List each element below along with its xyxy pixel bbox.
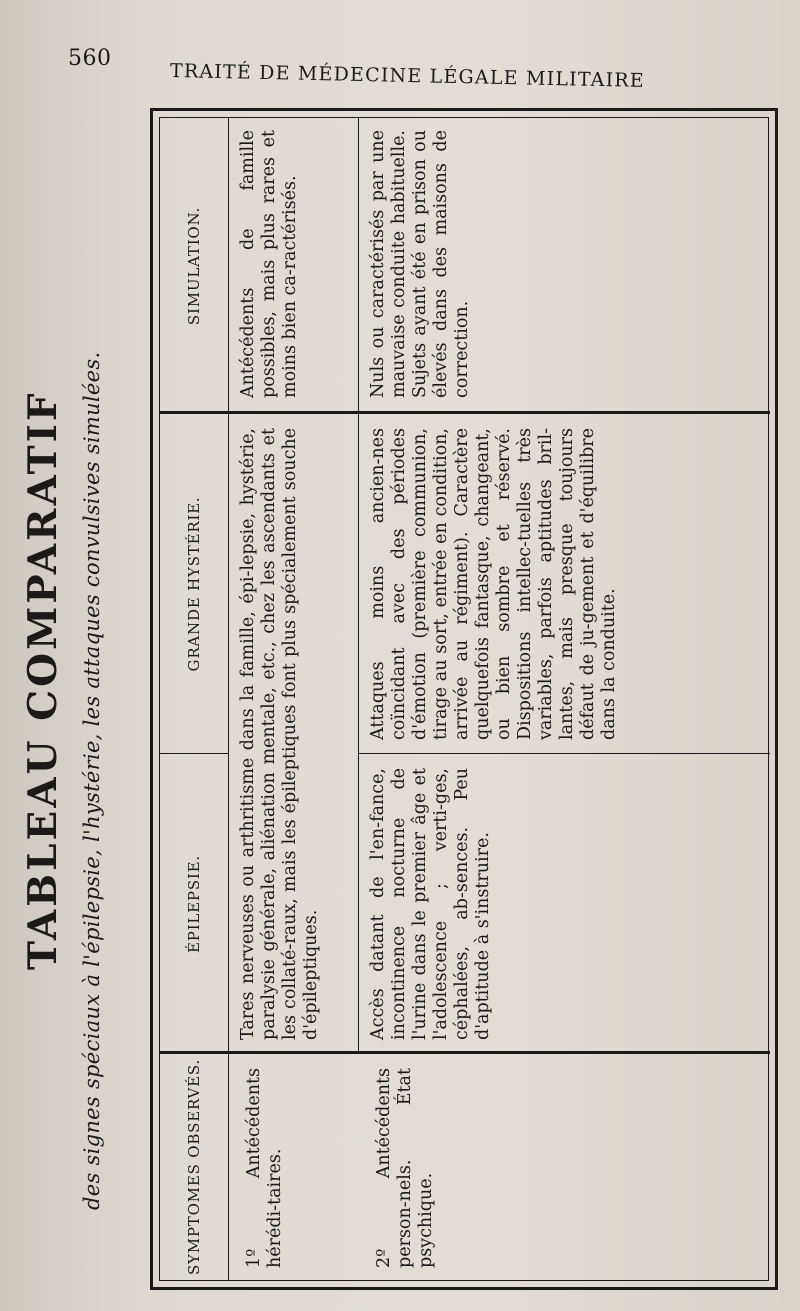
- row2-simulation: Nuls ou caractérisés par une mauvaise conduite habituelle. Sujets ayant été en prison ou élevés dans des maisons de correction.: [368, 130, 472, 398]
- rotated-table-block: [20, 100, 780, 1290]
- column-rule-2-body: [358, 753, 770, 754]
- column-rule-1: [160, 1051, 770, 1054]
- row1-symptom: 1º Antécédents hérédi-taires.: [244, 1068, 285, 1268]
- column-rule-2-head: [160, 753, 228, 754]
- column-rule-3: [160, 411, 770, 414]
- comparison-table: [150, 108, 778, 1290]
- row2-symptom: 2º Antécédents person-nels. État psychique.: [374, 1068, 436, 1268]
- row2-hysterie: Attaques moins ancien-nes coïncidant avec des périodes d'émotion (première communion, tirage au sort, entrée en condition, arrivée au régiment). Caractère quelquefois fantasque, changeant, ou bien sombre et réservé. Dispositions intellec-tuelles très variables, parfois aptitudes bril-lantes, mais presque toujours défaut de ju-gement et d'équilibre dans la conduite.: [368, 428, 619, 740]
- column-header-hysterie: GRANDE HYSTÉRIE.: [185, 496, 203, 672]
- column-header-symptoms: SYMPTOMES OBSERVÉS.: [185, 1058, 203, 1276]
- row1-epilepsie-hysterie: Tares nerveuses ou arthritisme dans la famille, épi-lepsie, hystérie, paralysie générale, aliénation mentale, etc., chez les ascendants et les collaté-raux, mais les épileptiques font plus spécialement souche d'épileptiques.: [238, 428, 321, 1040]
- comparison-table-inner: [159, 117, 769, 1281]
- column-header-simulation: SIMULATION.: [185, 206, 203, 326]
- column-header-epilepsie: ÉPILEPSIE.: [185, 855, 203, 953]
- header-rule: [228, 118, 229, 1280]
- table-subtitle: des signes spéciaux à l'épilepsie, l'hystérie, les attaques convulsives simulées.: [80, 351, 104, 1210]
- page-number: 560: [68, 46, 112, 71]
- table-title: TABLEAU COMPARATIF: [20, 390, 66, 970]
- row1-simulation: Antécédents de famille possibles, mais plus rares et moins bien ca-ractérisés.: [238, 130, 300, 398]
- running-head: TRAITÉ DE MÉDECINE LÉGALE MILITAIRE: [169, 60, 646, 92]
- row-rule: [358, 118, 359, 1054]
- row2-epilepsie: Accès datant de l'en-fance, incontinence nocturne de l'urine dans le premier âge et l'adolescence ; verti-ges, céphalées, ab-sences. Peu d'aptitude à s'instruire.: [368, 768, 493, 1040]
